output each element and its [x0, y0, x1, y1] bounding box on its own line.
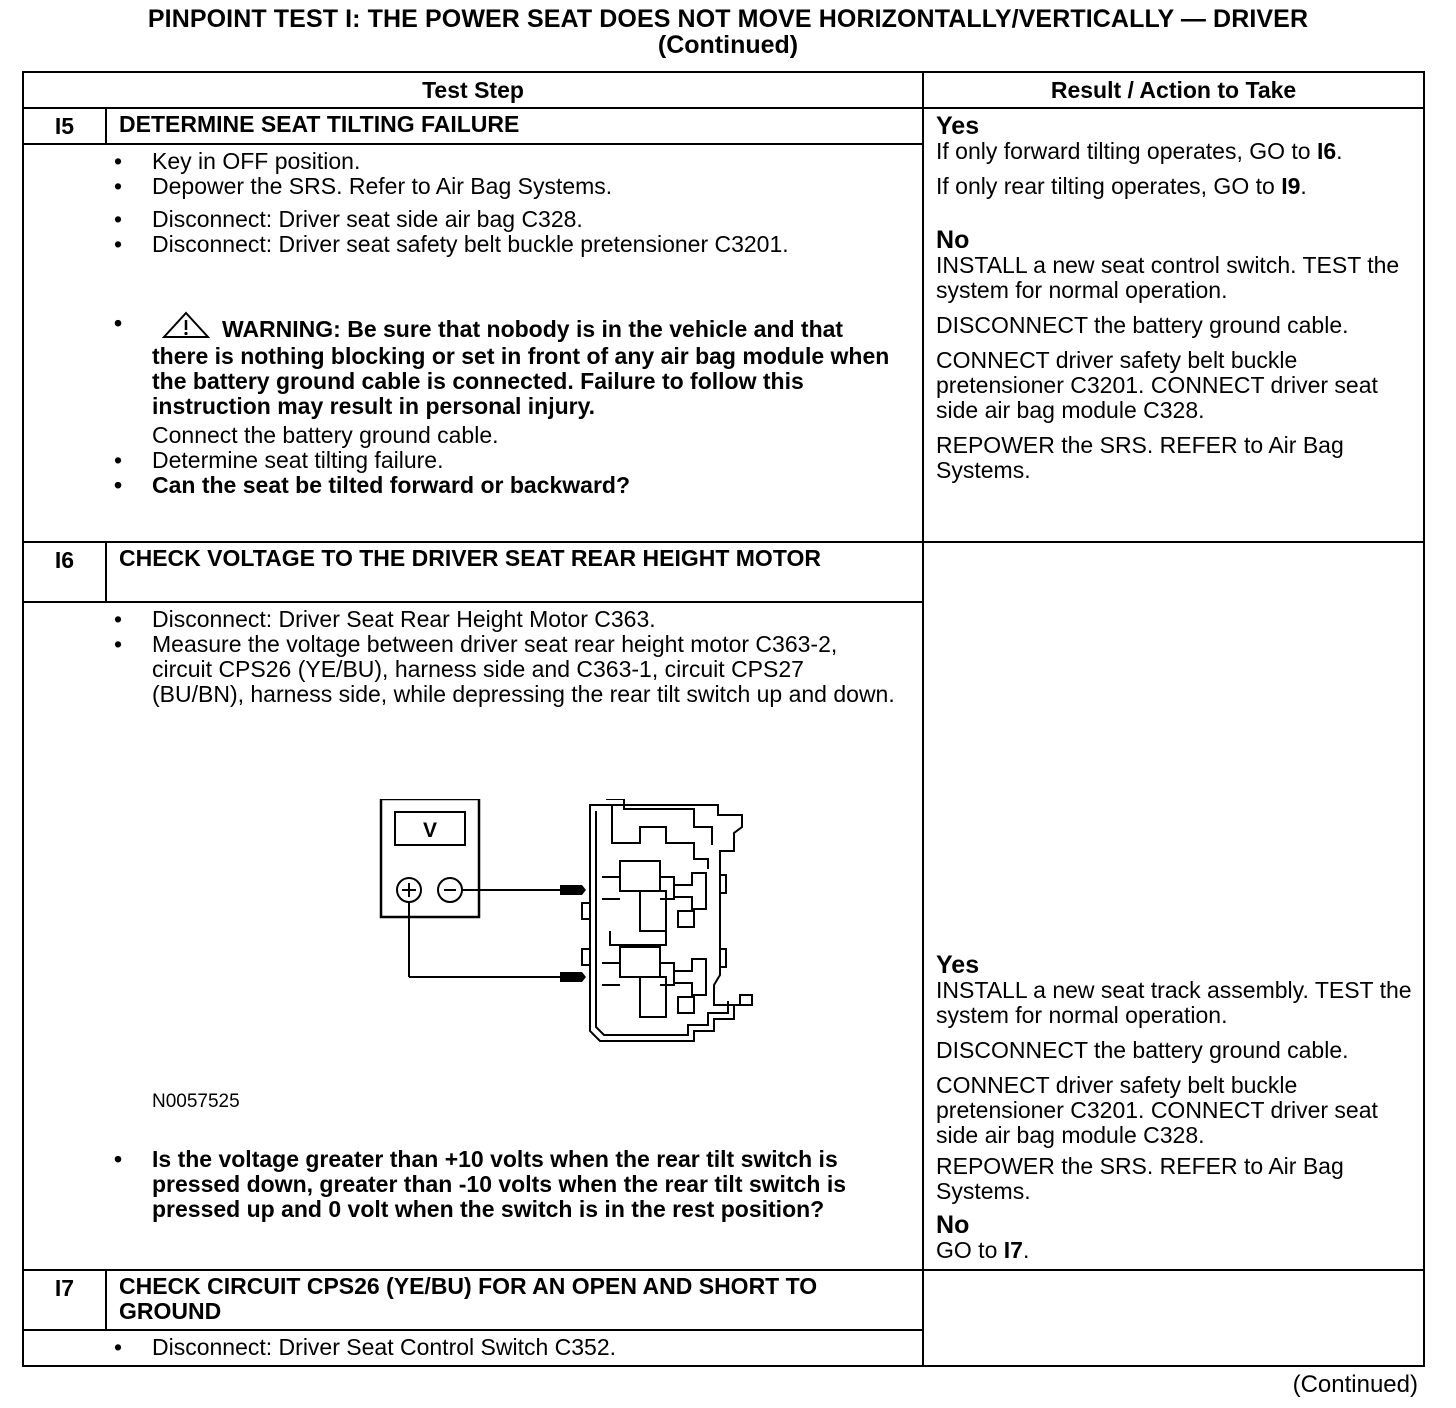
step-heading-i7: CHECK CIRCUIT CPS26 (YE/BU) FOR AN OPEN AND SHORT TO GROUND: [106, 1270, 923, 1330]
page-title: PINPOINT TEST I: THE POWER SEAT DOES NOT MOVE HORIZONTALLY/VERTICALLY — DRIVER: [147, 5, 1309, 33]
probe-leads: [409, 885, 586, 982]
result-cell-i5: [923, 108, 1424, 542]
list-item: • Key in OFF position.: [152, 149, 902, 174]
result-cell-i6: [923, 542, 1424, 1270]
result-no-label: No: [936, 226, 970, 254]
list-item: • Measure the voltage between driver seat rear height motor C363-2, circuit CPS26 (YE/BU), harness side and C363-1, circuit CPS27 (BU/BN), harness side, while depressing the rear tilt switch up and down.: [152, 632, 902, 707]
result-text: REPOWER the SRS. REFER to Air Bag Systems.: [936, 1153, 1344, 1204]
result-text: If only rear tilting operates, GO to I9.: [936, 173, 1307, 199]
step-id-i7: I7: [23, 1270, 106, 1330]
result-column-header: Result / Action to Take: [923, 72, 1424, 108]
result-text: INSTALL a new seat control switch. TEST the system for normal operation.: [936, 252, 1400, 303]
step-body-i7: [106, 1330, 923, 1366]
connector-diagram: [106, 707, 902, 1103]
result-text: CONNECT driver safety belt buckle pretensioner C3201. CONNECT driver seat side air bag module C328.: [936, 1072, 1378, 1148]
result-yes-label: Yes: [936, 112, 980, 140]
table-header-row: [23, 72, 1424, 108]
list-item: • Disconnect: Driver Seat Rear Height Motor C363.: [152, 607, 902, 632]
list-item: • Depower the SRS. Refer to Air Bag Systems.: [152, 174, 902, 199]
result-text: CONNECT driver safety belt buckle pretensioner C3201. CONNECT driver seat side air bag module C328.: [936, 347, 1378, 423]
voltmeter: [381, 799, 479, 917]
table-row: [23, 1270, 1424, 1330]
page-subtitle: (Continued): [657, 31, 799, 59]
result-text: REPOWER the SRS. REFER to Air Bag Systems.: [936, 432, 1344, 483]
step-heading-i5: DETERMINE SEAT TILTING FAILURE: [106, 108, 923, 144]
step-body-i6: [106, 602, 923, 1270]
result-yes-label: Yes: [936, 951, 980, 979]
warning-icon: [162, 311, 210, 344]
test-step-column-header: Test Step: [23, 72, 923, 108]
list-item: • Disconnect: Driver seat safety belt buckle pretensioner C3201.: [152, 232, 902, 257]
step-id-i6: I6: [23, 542, 106, 602]
table-row: [23, 108, 1424, 144]
step-id-i5: I5: [23, 108, 106, 144]
warning-item: [152, 311, 902, 419]
warning-text: WARNING: Be sure that nobody is in the vehicle and that there is nothing blocking or set in front of any air bag module when the battery ground cable is connected. Failure to follow this instruction may result in personal injury.: [152, 316, 890, 419]
step-heading-i6: CHECK VOLTAGE TO THE DRIVER SEAT REAR HEIGHT MOTOR: [106, 542, 923, 602]
voltmeter-connector-drawing: [294, 799, 814, 1099]
pinpoint-test-table: [22, 71, 1425, 1367]
result-text: GO to I7.: [936, 1237, 1030, 1263]
table-row: [23, 542, 1424, 602]
result-text: INSTALL a new seat track assembly. TEST the system for normal operation.: [936, 977, 1412, 1028]
list-item: • Determine seat tilting failure.: [152, 448, 902, 473]
question-item: • Can the seat be tilted forward or backward?: [152, 473, 902, 498]
voltmeter-label: V: [422, 819, 438, 842]
list-item: • Disconnect: Driver Seat Control Switch C352.: [152, 1335, 902, 1360]
connector-c363: [582, 799, 752, 1041]
result-cell-i7: [923, 1270, 1424, 1366]
question-item: • Is the voltage greater than +10 volts when the rear tilt switch is pressed down, greater than -10 volts when the rear tilt switch is pressed up and 0 volt when the switch is in the rest position?: [152, 1147, 902, 1222]
list-item: Connect the battery ground cable.: [152, 422, 499, 448]
step-reference: I9: [1281, 173, 1301, 199]
result-text: If only forward tilting operates, GO to I6.: [936, 138, 1343, 164]
step-body-i5: [106, 144, 923, 542]
figure-id: N0057525: [152, 1091, 240, 1112]
result-no-label: No: [936, 1211, 970, 1239]
step-reference: I6: [1316, 138, 1337, 164]
footer-continued: (Continued): [1292, 1371, 1418, 1398]
step-reference: I7: [1003, 1237, 1023, 1263]
result-text: DISCONNECT the battery ground cable.: [936, 1037, 1349, 1063]
result-text: DISCONNECT the battery ground cable.: [936, 312, 1349, 338]
list-item: • Disconnect: Driver seat side air bag C328.: [152, 207, 902, 232]
